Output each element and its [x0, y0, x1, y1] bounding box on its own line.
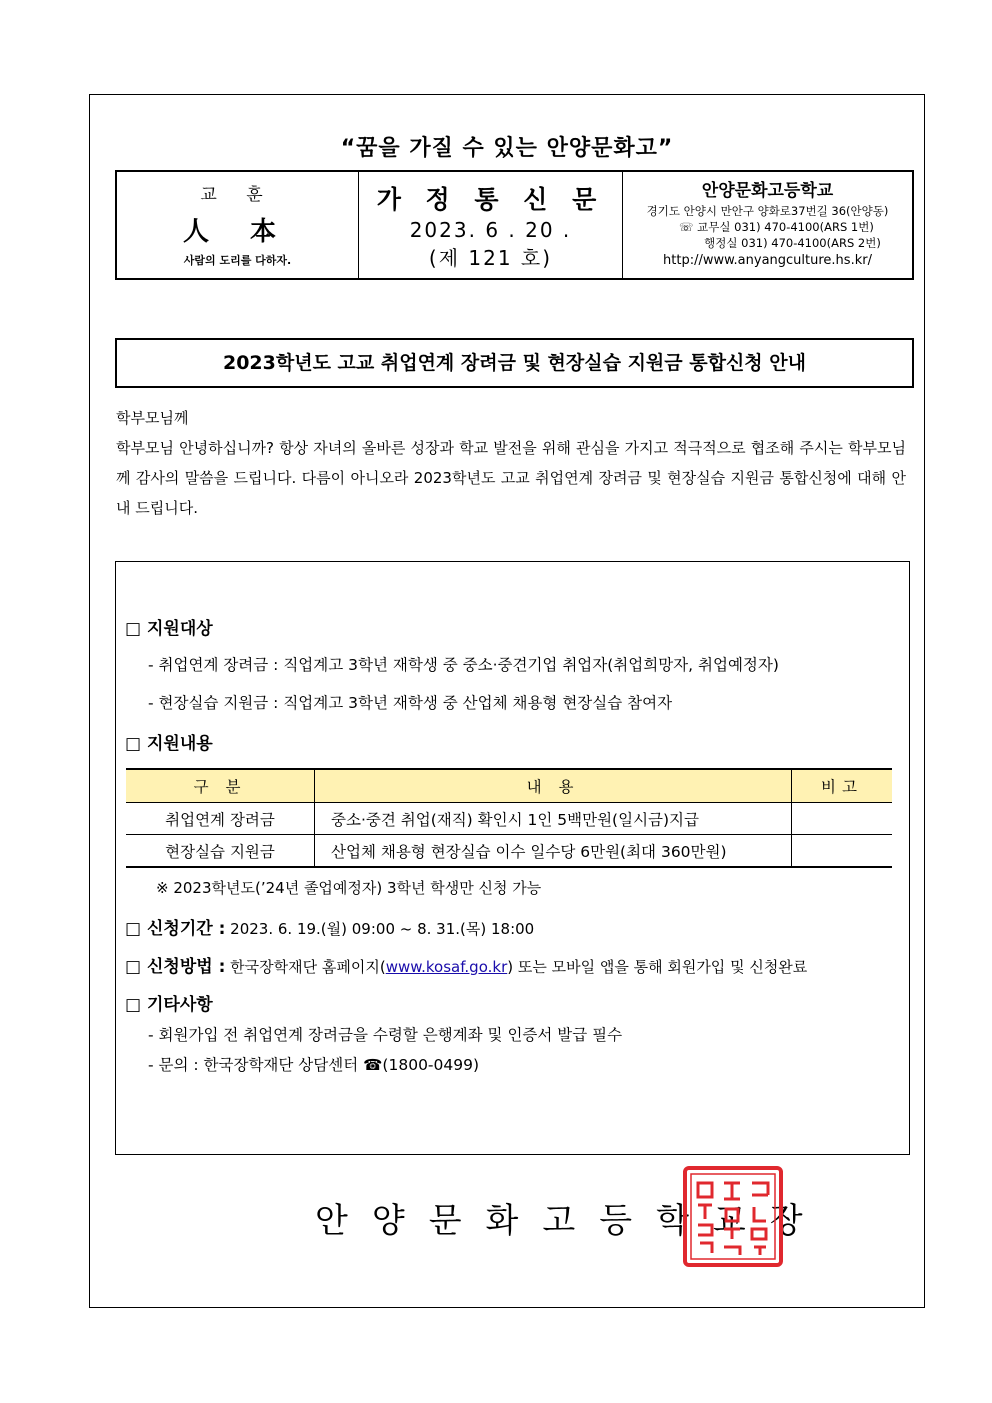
period-line — [125, 914, 534, 939]
school-motto: “꿈을 가질 수 있는 안양문화고” — [340, 136, 674, 161]
target-heading: □ 지원대상 — [125, 619, 213, 639]
etc-item-2: - 문의 : 한국장학재단 상담센터 ☎(1800-0499) — [148, 1056, 480, 1074]
motto-main: 人 本 — [182, 217, 293, 247]
kosaf-link[interactable]: www.kosaf.go.kr — [385, 958, 508, 976]
content-heading: □ 지원내용 — [125, 734, 213, 754]
motto-cell — [117, 172, 359, 278]
school-address: 경기도 안양시 만안구 양화로37번길 36(안양동) — [646, 204, 889, 218]
letterhead — [115, 170, 914, 280]
school-info-cell — [623, 172, 912, 278]
row-note — [792, 835, 893, 868]
support-table — [126, 768, 892, 868]
table-row — [126, 803, 892, 835]
principal-signature: 안양문화고등학교장 — [315, 1201, 827, 1241]
info-box — [115, 561, 910, 1155]
col-kind: 구 분 — [126, 769, 315, 803]
doc-title-cell — [359, 172, 623, 278]
document-frame — [89, 94, 925, 1308]
method-label: □ 신청방법 : — [125, 957, 226, 977]
row-desc: 중소·중견 취업(재직) 확인시 1인 5백만원(일시금)지급 — [315, 803, 792, 835]
official-seal-icon — [682, 1165, 784, 1268]
table-header-row — [126, 769, 892, 803]
doc-title: 가 정 통 신 문 — [376, 185, 605, 214]
method-pre: 한국장학재단 홈페이지( — [225, 958, 386, 976]
col-note: 비고 — [792, 769, 893, 803]
greeting — [116, 403, 906, 523]
phone-admin: 행정실 031) 470-4100(ARS 2번) — [704, 236, 881, 250]
row-kind: 현장실습 지원금 — [126, 835, 315, 868]
greeting-body: 학부모님 안녕하십니까? 항상 자녀의 올바른 성장과 학교 발전을 위해 관심을 가지고 적극적으로 협조해 주시는 학부모님께 감사의 말씀을 드립니다. 다름이 아니오라 2023학년도 고교 취업연계 장려금 및 현장실습 지원금 통합신청에 대해 안내 드립니다. — [116, 439, 906, 517]
row-desc: 산업체 채용형 현장실습 이수 일수당 6만원(최대 360만원) — [315, 835, 792, 868]
row-note — [792, 803, 893, 835]
notice-title: 2023학년도 고교 취업연계 장려금 및 현장실습 지원금 통합신청 안내 — [115, 338, 914, 388]
doc-issue: (제 121 호) — [428, 246, 553, 270]
etc-heading: □ 기타사항 — [125, 995, 213, 1015]
period-label: □ 신청기간 : — [125, 919, 226, 939]
greeting-salutation: 학부모님께 — [116, 409, 189, 427]
period-value: 2023. 6. 19.(월) 09:00 ~ 8. 31.(목) 18:00 — [225, 920, 535, 938]
table-row — [126, 835, 892, 868]
motto-sub: 사람의 도리를 다하자. — [183, 254, 292, 267]
col-desc: 내 용 — [315, 769, 792, 803]
target-item-2: - 현장실습 지원금 : 직업계고 3학년 재학생 중 산업체 채용형 현장실습 참여자 — [148, 694, 673, 712]
method-line — [125, 952, 807, 977]
etc-item-1: - 회원가입 전 취업연계 장려금을 수령할 은행계좌 및 인증서 발급 필수 — [148, 1026, 623, 1044]
school-url[interactable]: http://www.anyangculture.hs.kr/ — [663, 253, 872, 268]
eligibility-note: ※ 2023학년도(’24년 졸업예정자) 3학년 학생만 신청 가능 — [156, 879, 542, 897]
phone-office: ☏ 교무실 031) 470-4100(ARS 1번) — [679, 220, 874, 234]
school-name: 안양문화고등학교 — [701, 181, 834, 201]
method-post: ) 또는 모바일 앱을 통해 회원가입 및 신청완료 — [507, 958, 808, 976]
target-item-1: - 취업연계 장려금 : 직업계고 3학년 재학생 중 중소·중견기업 취업자(취업희망자, 취업예정자) — [148, 656, 779, 674]
doc-date: 2023. 6 . 20 . — [409, 218, 572, 242]
row-kind: 취업연계 장려금 — [126, 803, 315, 835]
motto-label: 교 훈 — [200, 185, 275, 205]
